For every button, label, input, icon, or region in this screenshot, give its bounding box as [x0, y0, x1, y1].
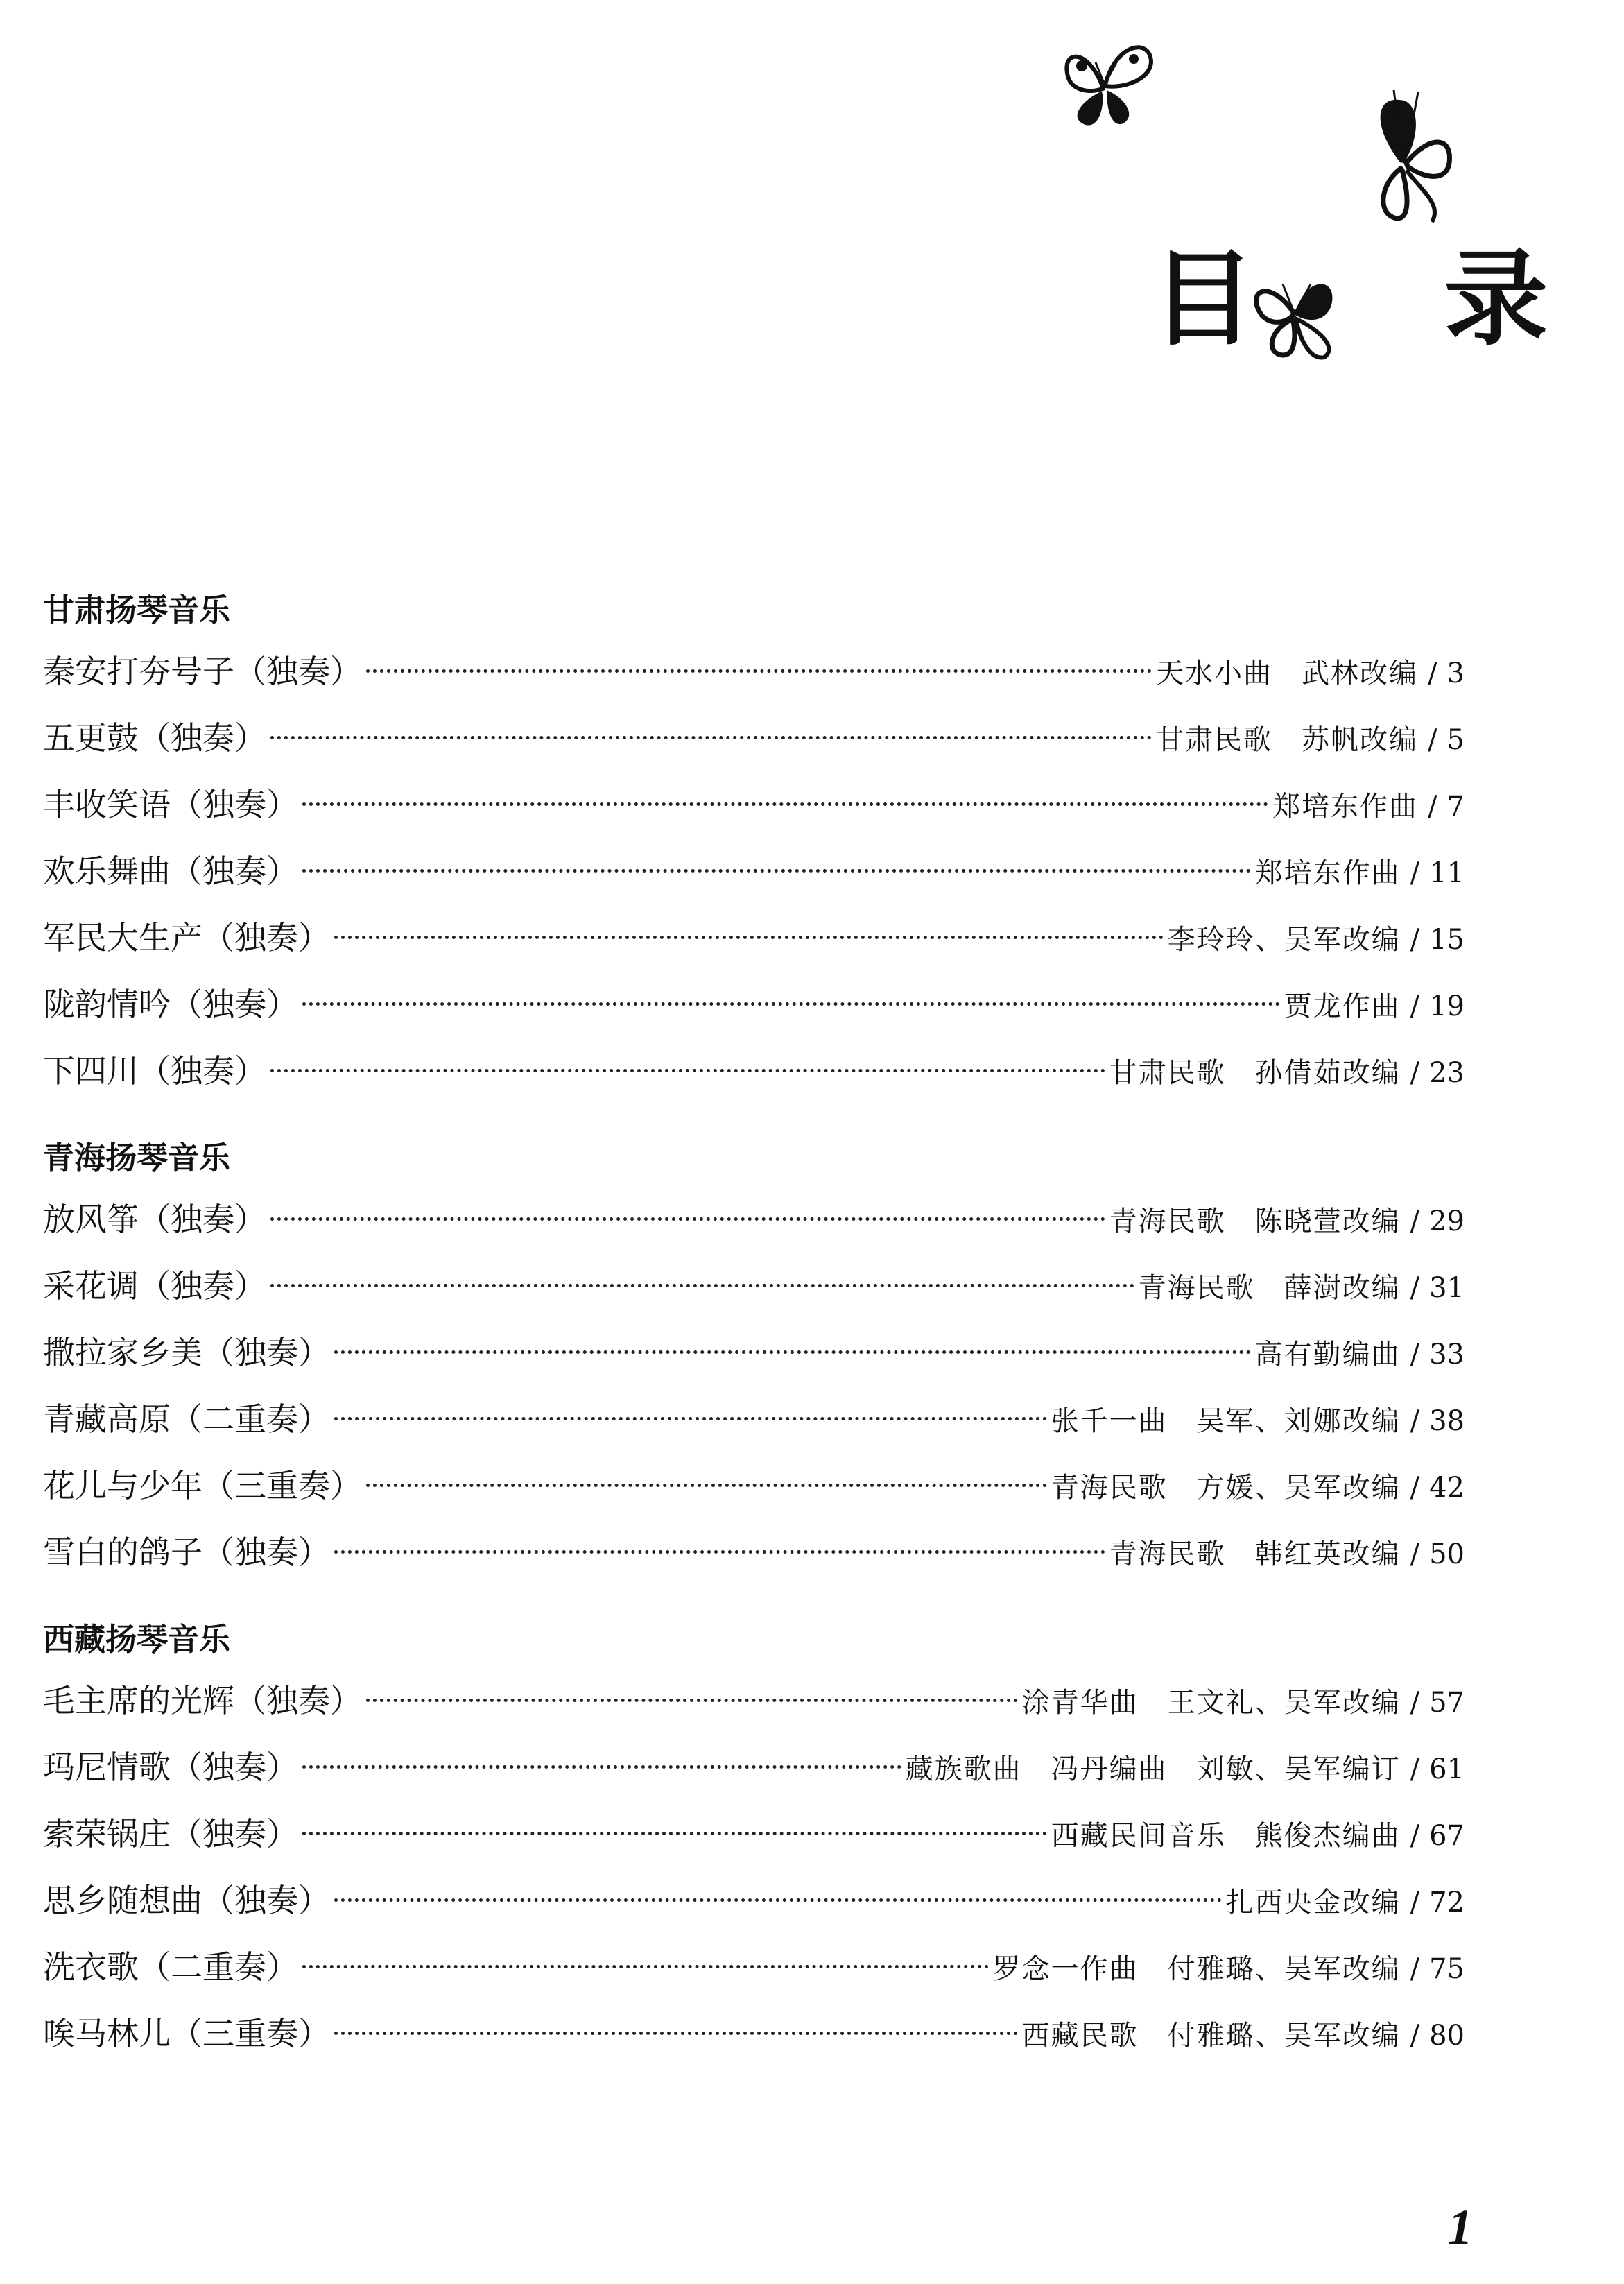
dot-leader	[334, 1350, 1251, 1354]
entry-page-number: 29	[1429, 1205, 1465, 1237]
entry-credit: 甘肃民歌 孙倩茹改编	[1109, 1057, 1401, 1089]
toc-entry[interactable]	[43, 1038, 1465, 1104]
dot-leader	[334, 936, 1164, 939]
dot-leader	[302, 1965, 989, 1968]
entry-credit: 西藏民歌 付雅璐、吴军改编	[1021, 2020, 1401, 2052]
entry-credit: 张千一曲 吴军、刘娜改编	[1051, 1405, 1401, 1437]
toc-entry[interactable]	[43, 904, 1465, 971]
dot-leader	[366, 1699, 1018, 1702]
entry-credit: 青海民歌 薛澍改编	[1138, 1272, 1401, 1304]
page-separator: /	[1428, 724, 1437, 756]
toc-entry[interactable]	[43, 1253, 1465, 1319]
page-separator: /	[1410, 857, 1420, 889]
page-separator: /	[1410, 924, 1420, 956]
entry-title: 思乡随想曲（独奏）	[43, 1882, 330, 1919]
page-separator: /	[1410, 1687, 1420, 1719]
toc-entry[interactable]	[43, 838, 1465, 904]
toc-entry[interactable]	[43, 2000, 1465, 2067]
entry-title: 花儿与少年（三重奏）	[43, 1467, 362, 1504]
entry-title: 放风筝（独奏）	[43, 1201, 266, 1238]
dot-leader	[366, 1484, 1047, 1487]
page-separator: /	[1410, 1953, 1420, 1985]
table-of-contents	[43, 583, 1465, 2093]
entry-title: 唉马林儿（三重奏）	[43, 2015, 330, 2052]
toc-entry[interactable]	[43, 771, 1465, 838]
page-separator: /	[1410, 1339, 1420, 1371]
entry-title: 玛尼情歌（独奏）	[43, 1749, 298, 1786]
entry-credit: 青海民歌 韩红英改编	[1109, 1538, 1401, 1570]
entry-page-number: 75	[1429, 1953, 1465, 1985]
entry-credit: 贾龙作曲	[1284, 990, 1401, 1022]
entry-credit: 天水小曲 武林改编	[1156, 658, 1419, 689]
toc-entry[interactable]	[43, 1801, 1465, 1867]
dot-leader	[334, 1550, 1105, 1554]
section-title: 西藏扬琴音乐	[43, 1621, 231, 1658]
toc-entry[interactable]	[43, 971, 1465, 1038]
butterfly-icon	[1352, 87, 1456, 232]
toc-entry[interactable]	[43, 1867, 1465, 1934]
page-number: 1	[1448, 2199, 1473, 2255]
entry-title: 撒拉家乡美（独奏）	[43, 1334, 330, 1371]
entry-title: 毛主席的光辉（独奏）	[43, 1682, 362, 1719]
dot-leader	[334, 1898, 1222, 1902]
entry-credit: 郑培东作曲	[1272, 791, 1419, 823]
toc-section	[43, 1612, 1465, 2067]
entry-page-number: 72	[1429, 1887, 1465, 1918]
entry-credit: 涂青华曲 王文礼、吴军改编	[1021, 1687, 1401, 1719]
entry-title: 青藏高原（二重奏）	[43, 1400, 330, 1438]
dot-leader	[302, 1765, 901, 1769]
entry-credit: 藏族歌曲 冯丹编曲 刘敏、吴军编订	[905, 1753, 1401, 1785]
dot-leader	[302, 802, 1268, 806]
toc-section	[43, 1131, 1465, 1586]
page-separator: /	[1410, 1820, 1420, 1852]
toc-section	[43, 583, 1465, 1104]
dot-leader	[270, 736, 1152, 739]
butterfly-icon	[1047, 35, 1165, 139]
entry-credit: 青海民歌 陈晓萱改编	[1109, 1205, 1401, 1237]
page-separator: /	[1410, 1272, 1420, 1304]
entry-page-number: 33	[1429, 1339, 1465, 1371]
entry-title: 秦安打夯号子（独奏）	[43, 653, 362, 690]
entry-credit: 李玲玲、吴军改编	[1167, 924, 1401, 956]
entry-title: 陇韵情吟（独奏）	[43, 986, 298, 1023]
entry-page-number: 38	[1429, 1405, 1465, 1437]
entry-page-number: 42	[1429, 1472, 1465, 1504]
title-block	[1026, 28, 1624, 388]
page-separator: /	[1428, 658, 1437, 689]
entry-page-number: 57	[1429, 1687, 1465, 1719]
dot-leader	[270, 1217, 1105, 1221]
entry-title: 下四川（独奏）	[43, 1052, 266, 1090]
dot-leader	[334, 1417, 1047, 1420]
page-title: 目 录	[1151, 238, 1624, 360]
dot-leader	[334, 2032, 1018, 2035]
entry-page-number: 23	[1429, 1057, 1465, 1089]
entry-credit: 甘肃民歌 苏帆改编	[1156, 724, 1419, 756]
entry-page-number: 11	[1429, 857, 1465, 889]
toc-entry[interactable]	[43, 1667, 1465, 1734]
entry-page-number: 19	[1429, 990, 1465, 1022]
page-separator: /	[1410, 1538, 1420, 1570]
entry-credit: 西藏民间音乐 熊俊杰编曲	[1051, 1820, 1401, 1852]
toc-entry[interactable]	[43, 1186, 1465, 1253]
entry-page-number: 31	[1429, 1272, 1465, 1304]
entry-title: 索荣锅庄（独奏）	[43, 1815, 298, 1853]
toc-entry[interactable]	[43, 1386, 1465, 1452]
toc-entry[interactable]	[43, 1319, 1465, 1386]
toc-entry[interactable]	[43, 638, 1465, 705]
entry-title: 军民大生产（独奏）	[43, 919, 330, 956]
entry-title: 洗衣歌（二重奏）	[43, 1948, 298, 1986]
entry-page-number: 50	[1429, 1538, 1465, 1570]
page-separator: /	[1410, 1057, 1420, 1089]
page-separator: /	[1410, 1887, 1420, 1918]
toc-entry[interactable]	[43, 1452, 1465, 1519]
toc-entry[interactable]	[43, 1519, 1465, 1586]
page-separator: /	[1410, 1472, 1420, 1504]
page-separator: /	[1410, 2020, 1420, 2052]
entry-credit: 青海民歌 方媛、吴军改编	[1051, 1472, 1401, 1504]
entry-title: 丰收笑语（独奏）	[43, 786, 298, 823]
toc-entry[interactable]	[43, 1734, 1465, 1801]
entry-credit: 罗念一作曲 付雅璐、吴军改编	[992, 1953, 1401, 1985]
section-title: 青海扬琴音乐	[43, 1140, 231, 1176]
entry-title: 采花调（独奏）	[43, 1267, 266, 1305]
page-separator: /	[1428, 791, 1437, 823]
entry-credit: 郑培东作曲	[1254, 857, 1401, 889]
dot-leader	[302, 1832, 1047, 1835]
entry-page-number: 3	[1446, 658, 1465, 689]
dot-leader	[302, 1002, 1280, 1006]
dot-leader	[302, 869, 1251, 873]
entry-page-number: 61	[1429, 1753, 1465, 1785]
dot-leader	[366, 669, 1152, 673]
toc-entry[interactable]	[43, 1934, 1465, 2000]
entry-title: 欢乐舞曲（独奏）	[43, 852, 298, 890]
page-separator: /	[1410, 1405, 1420, 1437]
entry-page-number: 67	[1429, 1820, 1465, 1852]
page-separator: /	[1410, 990, 1420, 1022]
page-separator: /	[1410, 1205, 1420, 1237]
entry-page-number: 5	[1446, 724, 1465, 756]
entry-page-number: 7	[1446, 791, 1465, 823]
entry-page-number: 15	[1429, 924, 1465, 956]
entry-title: 五更鼓（独奏）	[43, 719, 266, 757]
entry-credit: 高有勤编曲	[1254, 1339, 1401, 1371]
entry-page-number: 80	[1429, 2020, 1465, 2052]
page-separator: /	[1410, 1753, 1420, 1785]
entry-title: 雪白的鸽子（独奏）	[43, 1534, 330, 1571]
dot-leader	[270, 1069, 1105, 1072]
section-title: 甘肃扬琴音乐	[43, 592, 231, 628]
entry-credit: 扎西央金改编	[1225, 1887, 1401, 1918]
toc-entry[interactable]	[43, 705, 1465, 771]
dot-leader	[270, 1284, 1134, 1287]
